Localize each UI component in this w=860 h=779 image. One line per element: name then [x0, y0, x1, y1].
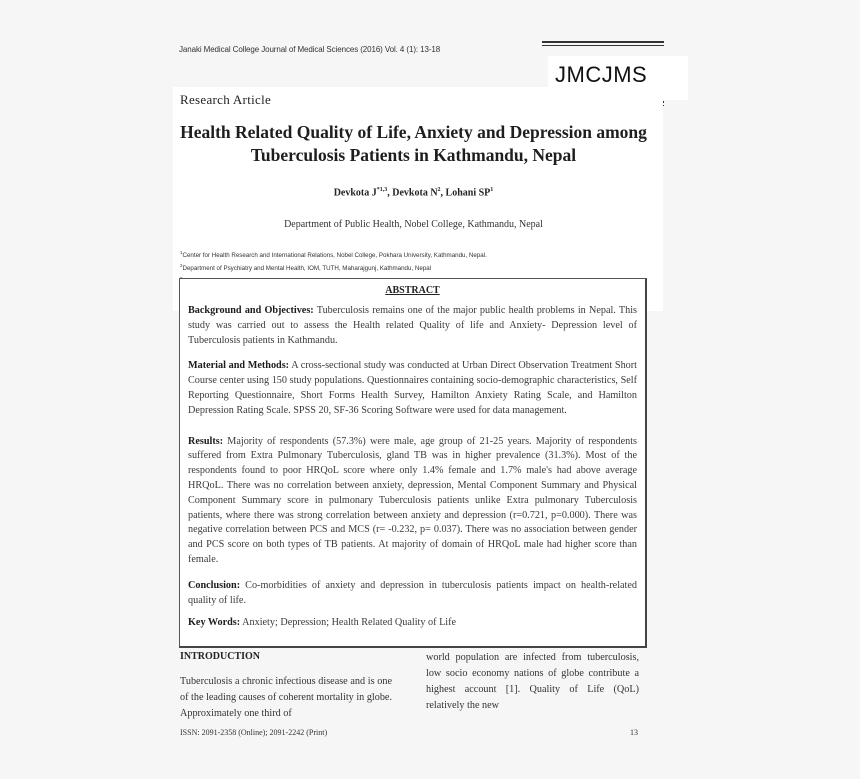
introduction-right-column: world population are infected from tuberculosis, low socio economy nations of globe contribute a highest account [1]. Quality of Life (QoL) relatively the new	[426, 652, 639, 711]
footer-issn: ISSN: 2091-2358 (Online); 2091-2242 (Print)	[180, 728, 328, 737]
page-number: 13	[630, 728, 638, 737]
author-affiliation-marker: *1,3	[376, 187, 388, 193]
journal-citation: Janaki Medical College Journal of Medical Sciences (2016) Vol. 4 (1): 13-18	[179, 45, 441, 54]
section-text: Majority of respondents (57.3%) were male, age group of 21-25 years. Majority of respondents suffered from Extra Pulmonary Tuberculosis, gland TB was in higher prevalence (31.3%). Most of the respondents found to poor HRQoL score where only 1.4% female and 1.7% male's had above average HRQoL. There was no correlation between anxiety, depression, Mental Component Summary and Physical Component Summary score in pulmonary Tuberculosis patients unlike Extra pulmonary Tuberculosis patients, where there was strong correlation between anxiety and depression (r=0.721, p=0.000). There was negative correlation between PCS and MCS (r= -0.232, p= 0.037). There was no association between gender and PCS score on both types of TB patients. At majority of domain of HRQoL male had higher score than female.	[188, 435, 637, 565]
section-label: Conclusion:	[188, 579, 241, 591]
section-label: Material and Methods:	[188, 360, 290, 372]
author-name: Devkota N	[392, 187, 438, 199]
affiliation-marker: 1	[180, 250, 183, 255]
section-label: Results:	[188, 435, 224, 447]
section-text: A cross-sectional study was conducted at Urban Direct Observation Treatment Short Course center using 150 study populations. Questionnaires containing socio-demographic characteristics, Self Reporting Questionnaire, Short Forms Health Survey, Hamilton Anxiety Rating Scale, and Hamilton Depression Rating Scale. SPSS 20, SF-36 Scoring Software were used for data management.	[188, 360, 637, 416]
introduction-heading: INTRODUCTION	[180, 651, 261, 662]
abstract-heading: ABSTRACT	[385, 285, 440, 296]
department: Department of Public Health, Nobel College, Kathmandu, Nepal	[284, 219, 543, 230]
author-affiliation-marker: 2	[437, 187, 441, 193]
article-type: Research Article	[180, 92, 272, 107]
affiliation-item	[180, 261, 487, 274]
abstract-box	[179, 278, 647, 648]
section-text: Co-morbidities of anxiety and depression in tuberculosis patients impact on health-related quality of life.	[188, 579, 637, 606]
journal-logo: JMCJMS	[555, 62, 648, 87]
affiliation-item	[180, 248, 487, 261]
author-list: Devkota J$^{*1,3}$, Devkota $N^2$, Lohani $SP^1$	[333, 187, 494, 199]
abstract-conclusion	[188, 579, 637, 609]
author-name: Devkota J	[333, 187, 377, 199]
author-name: Lohani SP	[445, 187, 491, 199]
section-text: Anxiety; Depression; Health Related Quality of Life	[240, 617, 457, 629]
affiliation-text: Center for Health Research and International Relations, Nobel College, Pokhara University, Kathmandu, Nepal.	[182, 252, 487, 260]
section-label: Background and Objectives:	[188, 305, 314, 316]
introduction-left-column: Tuberculosis a chronic infectious disease and is one of the leading causes of coherent mortality in globe. Approximately one third of	[180, 676, 392, 719]
section-label: Key Words:	[188, 617, 241, 629]
abstract-keywords	[188, 616, 637, 631]
abstract-results	[188, 435, 637, 568]
affiliation-text: Department of Psychiatry and Mental Health, IOM, TUTH, Maharajgunj, Kathmandu, Nepal	[182, 265, 432, 273]
affiliation-marker: 2	[180, 263, 183, 269]
section-text: Tuberculosis remains one of the major public health problems in Nepal. This study was carried out to assess the Health related Quality of life and Anxiety- Depression level of Tuberculosis patients in Kathmandu.	[188, 305, 637, 346]
article-title: Health Related Quality of Life, Anxiety and Depression among Tuberculosis Patients in Kathmandu, Nepal	[180, 122, 647, 165]
logo-rule-top	[542, 41, 664, 46]
abstract-background	[188, 304, 637, 348]
author-affiliation-marker: 1	[490, 187, 494, 193]
abstract-methods	[188, 359, 637, 418]
